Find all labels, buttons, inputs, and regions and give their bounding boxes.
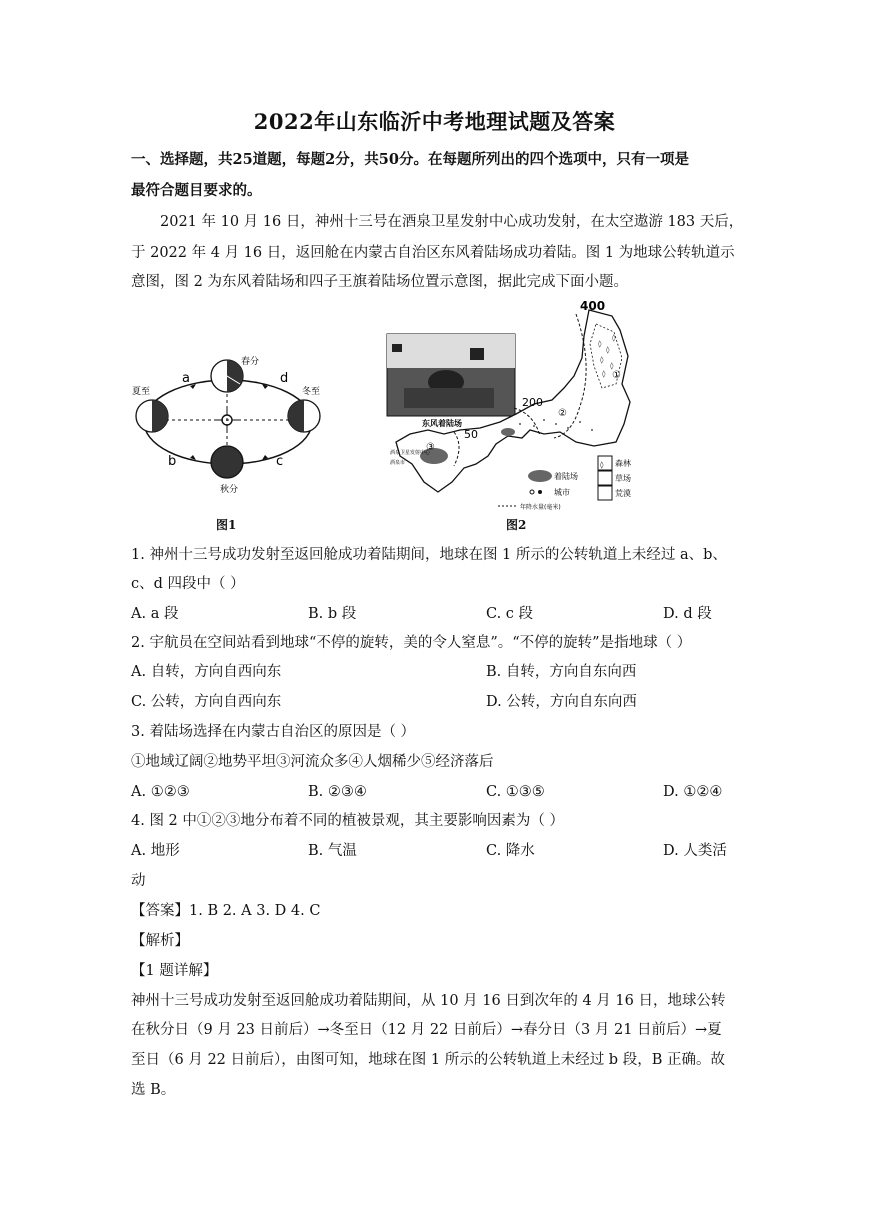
q2-stem: 2. 宇航员在空间站看到地球“不停的旋转，美的令人窒息”。“不停的旋转”是指地球（ ） (131, 635, 692, 651)
isohyet-50-label: 50 (464, 428, 478, 441)
earth-chunfen-icon (211, 360, 243, 392)
svg-text:◊: ◊ (598, 340, 602, 348)
jiuquan-city-label: 酒泉市 (390, 460, 406, 466)
isohyet-200-label: 200 (522, 396, 543, 409)
intro-line1: 2021 年 10 月 16 日，神州十三号在酒泉卫星发射中心成功发射，在太空遨游 183 天后， (160, 214, 744, 230)
q3-option-d: D. ①②④ (663, 784, 723, 800)
earth-qiufen-icon (211, 446, 243, 478)
site-1-label: ① (612, 370, 621, 381)
isohyet-400-label: 400 (580, 299, 606, 313)
q1-stem-line1: 1. 神州十三号成功发射至返回舱成功着陆期间，地球在图 1 所示的公转轨道上未经过 a、b、 (131, 547, 727, 563)
answer-line: 【答案】1. B 2. A 3. D 4. C (131, 903, 321, 919)
svg-text:森林: 森林 (615, 459, 631, 468)
earth-xiazhi-icon (136, 400, 168, 432)
q1-detail-line3: 至日（6 月 22 日前后），由图可知，地球在图 1 所示的公转轨道上未经过 b 段，B 正确。故 (131, 1052, 725, 1068)
svg-text:◊: ◊ (602, 370, 606, 378)
label-b: b (168, 454, 177, 469)
dongfeng-label: 东风着陆场 (422, 419, 462, 428)
q4-stem: 4. 图 2 中①②③地分布着不同的植被景观，其主要影响因素为（ ） (131, 813, 564, 829)
q2-option-c: C. 公转，方向自西向东 (131, 694, 282, 710)
landing-photo (387, 334, 515, 416)
section-heading-line2: 最符合题目要求的。 (131, 182, 262, 199)
label-xiazhi: 夏至 (132, 387, 151, 397)
q3-option-a: A. ①②③ (131, 784, 190, 800)
figure1-orbit-diagram (128, 350, 338, 540)
q1-option-a: A. a 段 (131, 606, 179, 622)
intro-line3: 意图，图 2 为东风着陆场和四子王旗着陆场位置示意图，据此完成下面小题。 (131, 274, 628, 290)
q1-option-b: B. b 段 (308, 606, 357, 622)
q1-option-d: D. d 段 (663, 606, 712, 622)
figure1-caption: 图1 (216, 518, 237, 532)
earth-dongzhi-icon (288, 400, 320, 432)
site-3-label: ③ (426, 442, 435, 453)
analysis-heading: 【解析】 (131, 933, 189, 949)
q1-detail-line4: 选 B。 (131, 1082, 176, 1098)
label-d: d (280, 371, 289, 386)
q3-stem-line2: ①地域辽阔②地势平坦③河流众多④人烟稀少⑤经济落后 (131, 754, 494, 770)
svg-text:城市: 城市 (554, 488, 570, 497)
svg-text:◊: ◊ (600, 461, 604, 469)
svg-text:着陆场: 着陆场 (554, 472, 578, 481)
figure2-caption: 图2 (506, 518, 527, 532)
q1-stem-line2: c、d 四段中（ ） (131, 576, 245, 592)
q1-detail-line2: 在秋分日（9 月 23 日前后）→冬至日（12 月 22 日前后）→春分日（3 月 21 日前后）→夏 (131, 1022, 722, 1038)
q3-option-c: C. ①③⑤ (486, 784, 545, 800)
label-c: c (276, 454, 284, 469)
q4-option-b: B. 气温 (308, 843, 357, 859)
label-qiufen: 秋分 (220, 485, 239, 495)
q1-detail-line1: 神州十三号成功发射至返回舱成功着陆期间，从 10 月 16 日到次年的 4 月 16 日，地球公转 (131, 993, 726, 1009)
svg-text:◊: ◊ (600, 356, 604, 364)
figure2-map (384, 296, 646, 512)
label-a: a (182, 371, 190, 386)
map-legend (498, 456, 631, 511)
intro-line2: 于 2022 年 4 月 16 日，返回舱在内蒙古自治区东风着陆场成功着陆。图 1 为地球公转轨道示 (131, 245, 735, 261)
q4-option-d-wrap: 动 (131, 873, 146, 889)
svg-text:草场: 草场 (615, 474, 631, 483)
svg-text:年降水量(毫米): 年降水量(毫米) (520, 504, 561, 511)
site-2-label: ② (558, 408, 567, 419)
q4-option-a: A. 地形 (131, 843, 180, 859)
siziwangqi-landing-site (501, 428, 515, 436)
section-heading-line1: 一、选择题，共25道题，每题2分，共50分。在每题所列出的四个选项中，只有一项是 (131, 151, 689, 168)
svg-text:◊: ◊ (606, 346, 610, 354)
q4-option-d: D. 人类活 (663, 843, 727, 859)
q2-option-b: B. 自转，方向自东向西 (486, 664, 637, 680)
jiuquan-center-label: 酒泉卫星发射中心 (390, 450, 431, 456)
q2-option-d: D. 公转，方向自东向西 (486, 694, 637, 710)
svg-text:◊: ◊ (612, 334, 616, 342)
q1-detail-heading: 【1 题详解】 (131, 963, 218, 979)
page-title: 2022年山东临沂中考地理试题及答案 (253, 109, 616, 134)
svg-text:荒漠: 荒漠 (615, 489, 631, 498)
q3-option-b: B. ②③④ (308, 784, 367, 800)
q1-option-c: C. c 段 (486, 606, 534, 622)
svg-text:◊: ◊ (610, 362, 614, 370)
q2-option-a: A. 自转，方向自西向东 (131, 664, 282, 680)
label-dongzhi: 冬至 (302, 387, 321, 397)
q4-option-c: C. 降水 (486, 843, 535, 859)
label-chunfen: 春分 (241, 357, 260, 367)
q3-stem-line1: 3. 着陆场选择在内蒙古自治区的原因是（ ） (131, 724, 416, 740)
